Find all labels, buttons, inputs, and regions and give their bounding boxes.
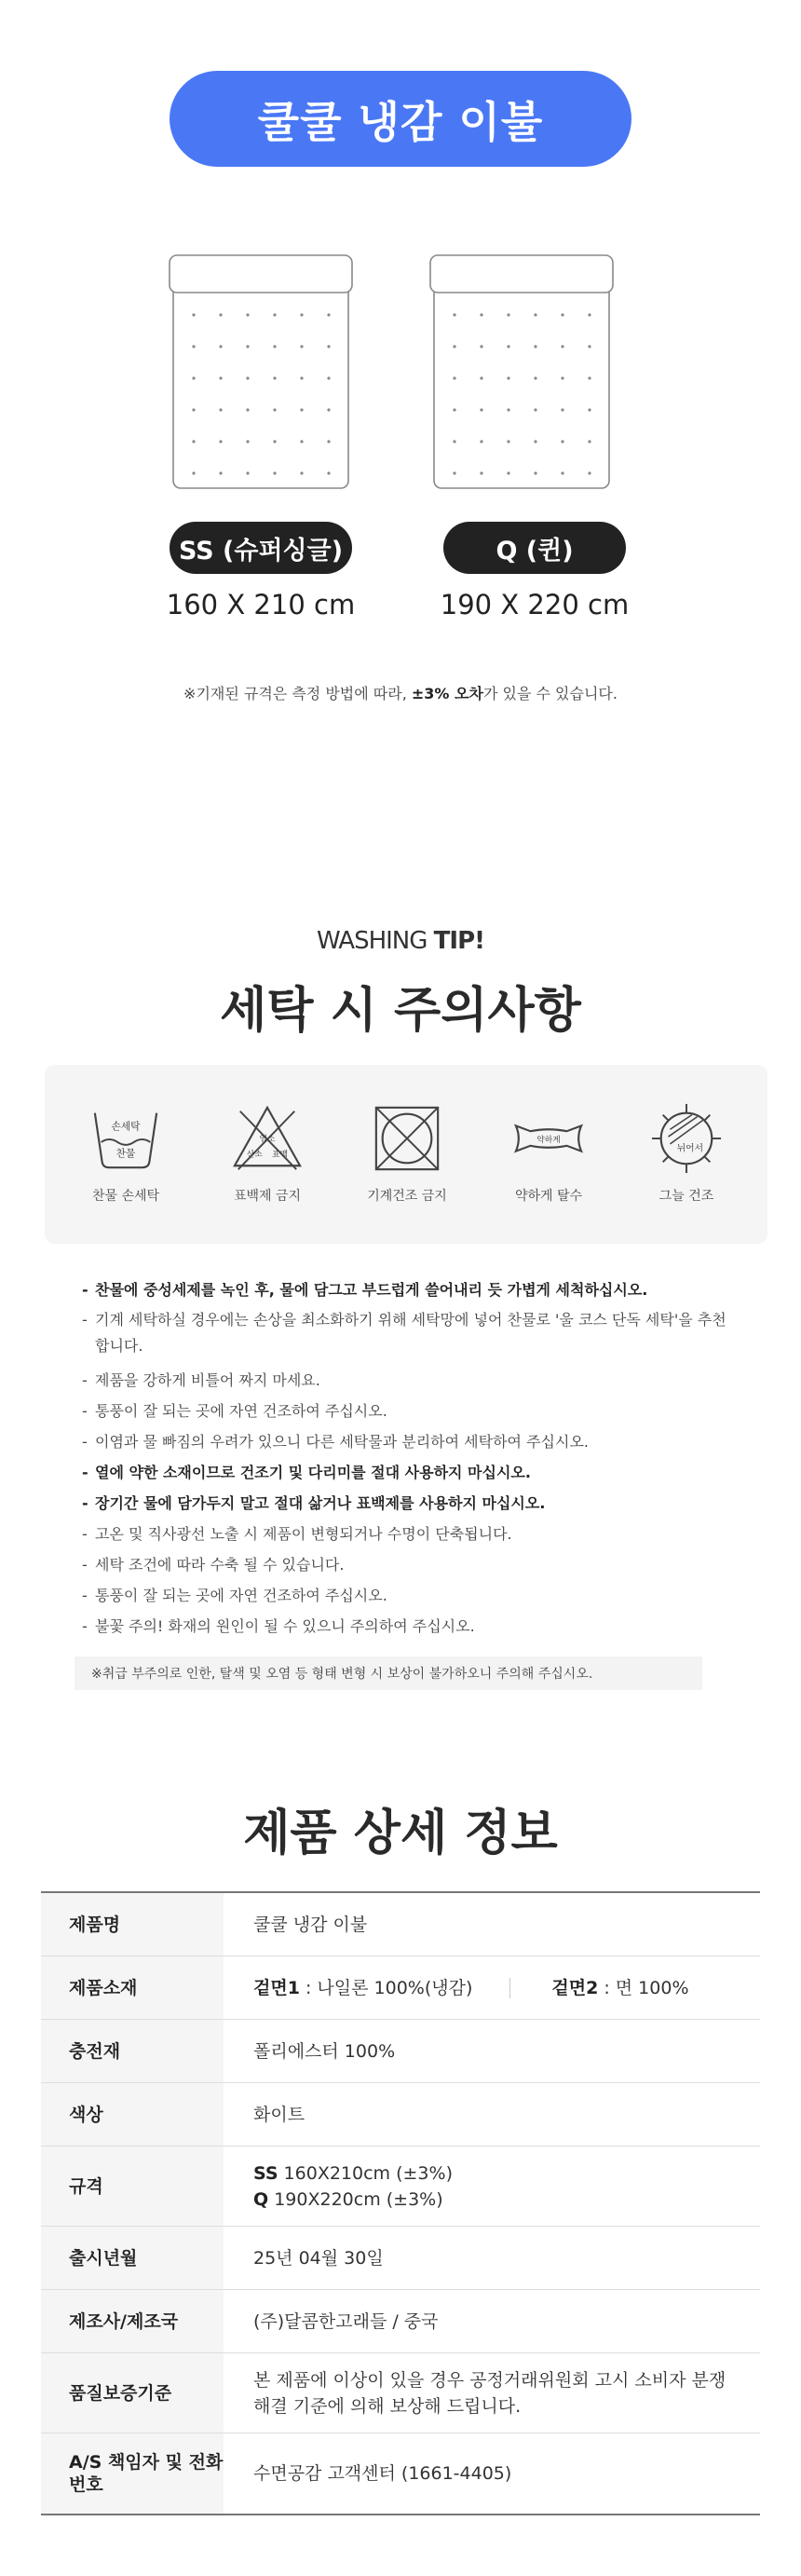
care-caption-gentle-wring: 약하게 탈수 xyxy=(514,1189,583,1204)
hand-wash-label-1: 손세탁 xyxy=(111,1120,141,1133)
quilt-dot xyxy=(453,376,455,379)
blanket-body xyxy=(173,281,348,488)
care-item-hand-wash xyxy=(65,1102,186,1205)
washing-tip: - 기계 세탁하실 경우에는 손상을 최소화하기 위해 세탁망에 넣어 찬물로 '울 코스 단독 세탁'을 추천합니다. xyxy=(82,1305,734,1365)
quilt-dot xyxy=(246,408,249,411)
quilt-dot xyxy=(300,471,303,474)
quilt-dot xyxy=(561,376,563,379)
quilt-dot xyxy=(192,440,195,443)
washing-tip: - 통풍이 잘 되는 곳에 자연 건조하여 주십시오. xyxy=(82,1396,734,1426)
no-tumble-dry-icon xyxy=(371,1102,443,1175)
spec-key: 규격 xyxy=(41,2147,224,2226)
no-bleach-label-1: 염소 xyxy=(259,1134,276,1144)
quilt-dot xyxy=(534,471,536,474)
quilt-dot xyxy=(219,345,222,348)
washing-tip: - 이염과 물 빠짐의 우려가 있으니 다른 세탁물과 분리하여 세탁하여 주십시오. xyxy=(82,1426,734,1457)
care-item-no-tumble-dry xyxy=(346,1102,468,1205)
quilt-dot xyxy=(246,376,249,379)
quilt-dot xyxy=(273,408,276,411)
quilt-dot xyxy=(300,376,303,379)
quilt-dot xyxy=(192,345,195,348)
spec-key: 제품명 xyxy=(41,1893,224,1956)
quilt-dot xyxy=(480,313,482,316)
spec-value: 폴리에스터 100% xyxy=(253,2040,396,2062)
spec-key: 색상 xyxy=(41,2083,224,2146)
quilt-dot xyxy=(480,408,482,411)
quilt-dot xyxy=(588,376,591,379)
washing-title: 세탁 시 주의사항 xyxy=(220,983,581,1039)
spec-row-release xyxy=(41,2227,760,2290)
quilt-dot xyxy=(507,408,509,411)
spec-key: 충전재 xyxy=(41,2020,224,2082)
quilt-dot xyxy=(480,471,482,474)
spec-row-size xyxy=(41,2147,760,2227)
material-back-label: 겉면2 xyxy=(551,1977,599,1998)
quilt-dot xyxy=(219,313,222,316)
quilt-dot xyxy=(588,408,591,411)
quilt-dot xyxy=(300,345,303,348)
gentle-wring-icon xyxy=(512,1102,585,1175)
quilt-dot xyxy=(534,313,536,316)
quilt-dot xyxy=(588,440,591,443)
quilt-dot xyxy=(534,408,536,411)
no-bleach-label-2: 산소 xyxy=(246,1150,263,1160)
quilt-dot xyxy=(273,471,276,474)
spec-value: 25년 04월 30일 xyxy=(253,2247,384,2269)
hand-wash-icon xyxy=(89,1102,162,1175)
spec-row-color xyxy=(41,2083,760,2147)
spec-ss-label: SS xyxy=(253,2162,278,2184)
spec-key: 출시년월 xyxy=(41,2227,224,2289)
quilt-dot xyxy=(300,440,303,443)
blanket-top-fold xyxy=(170,255,352,293)
washing-tips-list xyxy=(82,1274,734,1642)
details-title: 제품 상세 정보 xyxy=(243,1806,558,1861)
quilt-dot xyxy=(561,313,563,316)
quilt-dot xyxy=(480,345,482,348)
spec-value: 본 제품에 이상이 있을 경우 공정거래위원회 고시 소비자 분쟁해결 기준에 의해 보상해 드립니다. xyxy=(253,2369,726,2417)
spec-size-ss xyxy=(253,2160,453,2187)
shade-dry-icon xyxy=(650,1102,723,1175)
material-front xyxy=(253,1975,472,2001)
spec-size-q xyxy=(253,2187,453,2213)
material-back xyxy=(551,1975,688,2001)
washing-tip: - 찬물에 중성세제를 녹인 후, 물에 담그고 부드럽게 쓸어내리 듯 가볍게 세척하십시오. xyxy=(82,1274,734,1305)
quilt-dot xyxy=(273,313,276,316)
spec-row-material xyxy=(41,1956,760,2020)
product-title: 쿨쿨 냉감 이불 xyxy=(257,96,544,147)
quilt-dot xyxy=(300,313,303,316)
quilt-dot xyxy=(507,376,509,379)
spec-row-filling xyxy=(41,2020,760,2083)
quilt-dot xyxy=(561,440,563,443)
washing-tip: - 제품을 강하게 비틀어 짜지 마세요. xyxy=(82,1365,734,1396)
material-back-value: : 면 100% xyxy=(598,1977,689,1998)
size-dimension-ss: 160 X 210 cm xyxy=(166,589,356,620)
spec-key: 품질보증기준 xyxy=(41,2353,224,2433)
gentle-wring-label: 약하게 xyxy=(536,1135,561,1145)
spec-key: 제품소재 xyxy=(41,1956,224,2019)
care-item-no-bleach xyxy=(207,1102,328,1205)
quilt-dot xyxy=(300,408,303,411)
quilt-dot xyxy=(588,471,591,474)
quilt-dot xyxy=(327,440,330,443)
quilt-dot xyxy=(534,376,536,379)
quilt-dot xyxy=(507,471,509,474)
no-bleach-label-3: 표백 xyxy=(272,1150,289,1160)
quilt-dot xyxy=(219,440,222,443)
quilt-dot xyxy=(192,376,195,379)
spec-value: (주)달콤한고래들 / 중국 xyxy=(253,2310,439,2332)
washing-tip-light: WASHING xyxy=(317,927,434,955)
quilt-dot xyxy=(480,440,482,443)
spec-row-as xyxy=(41,2433,760,2514)
quilt-dot xyxy=(273,440,276,443)
quilt-dot xyxy=(453,408,455,411)
quilt-dot xyxy=(246,313,249,316)
quilt-dot xyxy=(246,345,249,348)
spec-q-label: Q xyxy=(253,2188,269,2210)
washing-tip: - 불꽃 주의! 화재의 원인이 될 수 있으니 주의하여 주십시오. xyxy=(82,1611,734,1642)
quilt-dot xyxy=(507,345,509,348)
quilt-dot xyxy=(273,376,276,379)
blanket-top-fold xyxy=(430,255,613,293)
material-divider xyxy=(509,1978,510,1998)
size-note-prefix: ※기재된 규격은 측정 방법에 따라, xyxy=(183,685,412,702)
care-caption-hand-wash: 찬물 손세탁 xyxy=(91,1189,160,1204)
size-note-bold: ±3% 오차 xyxy=(411,685,483,702)
spec-value xyxy=(224,1956,760,2019)
size-badge-q: Q (퀸) xyxy=(443,522,626,574)
size-tolerance-note xyxy=(0,682,801,703)
handling-warning: ※취급 부주의로 인한, 탈색 및 오염 등 형태 변형 시 보상이 불가하오니 주의해 주십시오. xyxy=(75,1656,702,1690)
care-item-shade-dry xyxy=(626,1102,747,1205)
material-front-value: : 나일론 100%(냉감) xyxy=(299,1977,473,1998)
size-dimension-q: 190 X 220 cm xyxy=(440,589,630,620)
quilt-dot xyxy=(273,345,276,348)
quilt-dot xyxy=(507,440,509,443)
quilt-dot xyxy=(219,376,222,379)
spec-row-warranty xyxy=(41,2353,760,2433)
quilt-dot xyxy=(453,471,455,474)
spec-value: 화이트 xyxy=(253,2104,305,2125)
spec-key: 제조사/제조국 xyxy=(41,2290,224,2352)
care-caption-no-bleach: 표백제 금지 xyxy=(233,1189,302,1204)
product-spec-table xyxy=(41,1891,760,2515)
quilt-dot xyxy=(534,440,536,443)
blanket-q-illustration xyxy=(428,253,615,492)
no-bleach-icon xyxy=(231,1102,304,1175)
quilt-dot xyxy=(327,408,330,411)
care-caption-shade-dry: 그늘 건조 xyxy=(658,1189,714,1204)
spec-row-product-name xyxy=(41,1893,760,1956)
washing-tip: - 장기간 물에 담가두지 말고 절대 삶거나 표백제를 사용하지 마십시오. xyxy=(82,1488,734,1519)
quilt-dot xyxy=(480,376,482,379)
care-item-gentle-wring xyxy=(488,1102,609,1205)
quilt-dot xyxy=(561,408,563,411)
quilt-dot xyxy=(246,471,249,474)
spec-key: A/S 책임자 및 전화번호 xyxy=(41,2433,224,2514)
quilt-dot xyxy=(192,471,195,474)
washing-tip: - 세탁 조건에 따라 수축 될 수 있습니다. xyxy=(82,1549,734,1580)
spec-value: 수면공감 고객센터 (1661-4405) xyxy=(253,2463,512,2484)
quilt-dot xyxy=(219,408,222,411)
spec-value xyxy=(224,2147,760,2226)
washing-tip: - 통풍이 잘 되는 곳에 자연 건조하여 주십시오. xyxy=(82,1580,734,1611)
quilt-dot xyxy=(219,471,222,474)
product-title-pill xyxy=(170,71,631,167)
quilt-dot xyxy=(327,345,330,348)
hand-wash-label-2: 찬물 xyxy=(115,1147,136,1160)
washing-tip-label xyxy=(0,927,801,955)
quilt-dot xyxy=(327,313,330,316)
washing-tip: - 고온 및 직사광선 노출 시 제품이 변형되거나 수명이 단축됩니다. xyxy=(82,1519,734,1549)
quilt-dot xyxy=(453,345,455,348)
quilt-dot xyxy=(453,440,455,443)
care-icon-panel xyxy=(45,1065,767,1244)
washing-tip-bold: TIP! xyxy=(433,927,484,955)
blanket-body xyxy=(434,281,609,488)
quilt-dot xyxy=(561,471,563,474)
quilt-dot xyxy=(192,408,195,411)
size-note-suffix: 가 있을 수 있습니다. xyxy=(482,685,618,702)
spec-ss-value: 160X210cm (±3%) xyxy=(278,2162,453,2184)
quilt-dot xyxy=(327,376,330,379)
quilt-dot xyxy=(588,313,591,316)
material-front-label: 겉면1 xyxy=(253,1977,300,1998)
shade-dry-label: 뉘어서 xyxy=(676,1143,704,1154)
quilt-dot xyxy=(507,313,509,316)
blanket-ss-illustration xyxy=(168,253,354,492)
quilt-dot xyxy=(534,345,536,348)
quilt-dot xyxy=(192,313,195,316)
care-caption-no-tumble-dry: 기계건조 금지 xyxy=(367,1189,447,1204)
size-badge-ss: SS (슈퍼싱글) xyxy=(170,522,352,574)
spec-q-value: 190X220cm (±3%) xyxy=(268,2188,443,2210)
quilt-dot xyxy=(453,313,455,316)
washing-tip: - 열에 약한 소재이므로 건조기 및 다리미를 절대 사용하지 마십시오. xyxy=(82,1457,734,1488)
quilt-dot xyxy=(327,471,330,474)
spec-row-maker xyxy=(41,2290,760,2353)
quilt-dot xyxy=(246,440,249,443)
spec-value: 쿨쿨 냉감 이불 xyxy=(253,1914,368,1935)
quilt-dot xyxy=(588,345,591,348)
quilt-dot xyxy=(561,345,563,348)
